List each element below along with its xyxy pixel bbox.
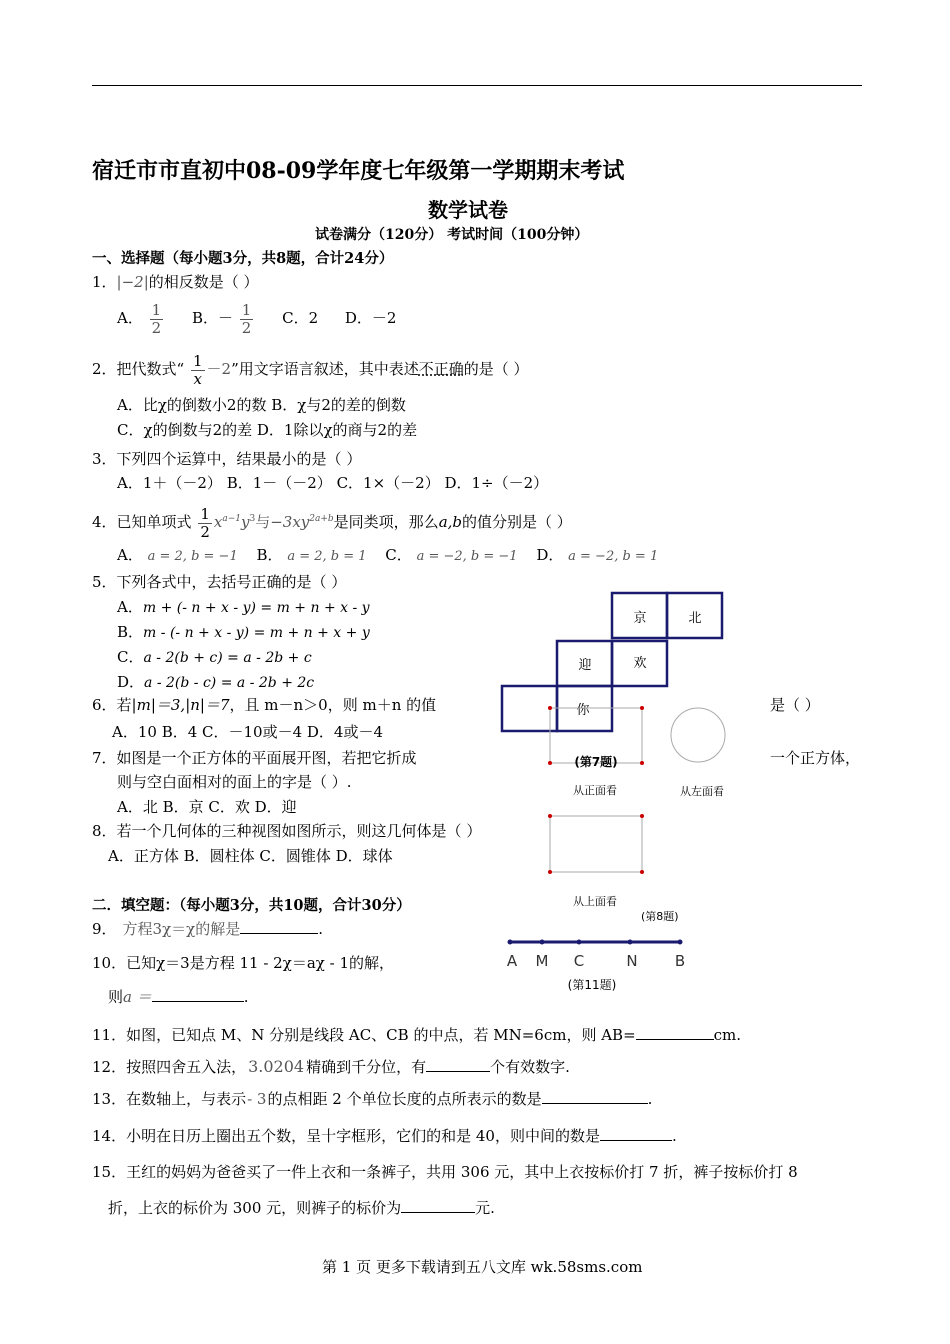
net-label-bei: 北: [688, 611, 702, 626]
left-view-circle: [671, 708, 725, 762]
exam-info: 试卷满分（120分） 考试时间（100分钟）: [315, 227, 589, 243]
fraction-half-coef: $\frac{1}{2}$: [200, 505, 210, 541]
emphasis-not-correct: 不正确: [418, 360, 464, 378]
label-top-view: 从上面看: [573, 895, 617, 908]
question-14: 14．小明在日历上圈出五个数，呈十字框形，它们的和是 40，则中间的数是 .: [92, 1127, 677, 1145]
net-label-jing: 京: [633, 611, 647, 626]
caption-fig7: (第7题): [574, 755, 618, 769]
figures-7-8: [495, 588, 735, 918]
top-rule: [92, 85, 862, 86]
page-footer: 第 1 页 更多下载请到五八文库 wk.58sms.com: [322, 1258, 643, 1276]
question-7: 7．如图是一个正方体的平面展开图，若把它折成: [92, 749, 417, 767]
question-5-option-a: A．m + (- n + x - y) = m + n + x - y: [117, 598, 370, 616]
exam-subtitle: 数学试卷: [428, 198, 508, 222]
question-1: 1．|−2|的相反数是（ ）: [92, 273, 259, 291]
label-left-view: 从左面看: [680, 785, 724, 798]
section2-heading: 二．填空题：（每小题3分，共10题，合计30分）: [92, 897, 411, 914]
question-12: 12．按照四舍五入法， 3.0204 精确到千分位，有 个有效数字.: [92, 1057, 570, 1076]
system-a: a = 2, b = −1: [147, 549, 238, 564]
question-5: 5．下列各式中，去括号正确的是（ ）: [92, 573, 347, 591]
question-10-line2: 则a ＝ .: [108, 988, 249, 1006]
net-label-huan: 欢: [633, 656, 647, 671]
system-b: a = 2, b = 1: [287, 549, 367, 564]
net-label-ying: 迎: [578, 658, 592, 673]
point-n: N: [626, 952, 638, 970]
fraction-one-over-x: $\frac{1}{x}$: [193, 352, 203, 388]
label-front-view: 从正面看: [573, 784, 617, 797]
question-7-end: 一个正方体，: [770, 749, 861, 767]
system-d: a = −2, b = 1: [568, 549, 659, 564]
system-c: a = −2, b = −1: [416, 549, 518, 564]
question-4-options: A． a = 2, b = −1 B． a = 2, b = 1 C． a = −2, b = −1 D． a = −2, b = 1: [117, 546, 659, 564]
top-view-rect: [550, 816, 642, 872]
question-6: 6．若|m|＝3,|n|＝7，且 m－n＞0，则 m＋n 的值: [92, 696, 437, 714]
question-6-end: 是（ ）: [770, 696, 820, 714]
question-5-option-d: D．a - 2(b - c) = a - 2b + 2c: [117, 673, 315, 691]
point-m: M: [535, 952, 549, 970]
question-2-options-line1: A．比χ的倒数小2的数 B．χ与2的差的倒数: [117, 396, 406, 414]
question-1-options: A． $\frac{1}{2}$ B．－ $\frac{1}{2}$ C．2 D．－2: [117, 301, 397, 337]
point-c: C: [573, 952, 585, 970]
question-2: 2．把代数式“ $\frac{1}{x}$ －2”用文字语言叙述，其中表述不正确的是（ ）: [92, 352, 529, 388]
figure-11: [500, 932, 700, 998]
question-7-line2: 则与空白面相对的面上的字是（ ）.: [117, 773, 352, 791]
question-13: 13．在数轴上，与表示- 3的点相距 2 个单位长度的点所表示的数是 .: [92, 1090, 653, 1108]
question-4: 4．已知单项式 $\frac{1}{2}$ $x^{a-1}y^3$与$-3xy^{2a+b}$是同类项，那么a,b的值分别是（ ）: [92, 505, 572, 541]
net-label-ni: 你: [576, 703, 590, 718]
point-a: A: [506, 952, 518, 970]
fraction-half: $\frac{1}{2}$: [151, 301, 162, 337]
question-9: 9． 方程3χ＝χ的解是 .: [92, 920, 324, 938]
question-10: 10．已知χ＝3是方程 11 - 2χ＝aχ - 1的解，: [92, 954, 394, 972]
question-3: 3．下列四个运算中，结果最小的是（ ）: [92, 450, 362, 468]
question-5-option-b: B．m - (- n + x - y) = m + n + x + y: [117, 623, 370, 641]
question-5-option-c: C．a - 2(b + c) = a - 2b + c: [117, 648, 312, 666]
section1-heading: 一、选择题（每小题3分，共8题，合计24分）: [92, 250, 394, 267]
question-6-options: A．10 B．4 C．－10或－4 D．4或－4: [112, 723, 384, 741]
caption-fig8: (第8题): [641, 910, 679, 923]
question-15-line1: 15．王红的妈妈为爸爸买了一件上衣和一条裤子，共用 306 元，其中上衣按标价打 7 折，裤子按标价打 8: [92, 1163, 798, 1181]
abs-expression: |−2|: [116, 273, 149, 291]
question-2-options-line2: C．χ的倒数与2的差 D．1除以χ的商与2的差: [117, 421, 418, 439]
question-8-options: A．正方体 B．圆柱体 C．圆锥体 D．球体: [108, 847, 393, 865]
question-7-options: A．北 B．京 C．欢 D．迎: [117, 798, 297, 816]
question-8: 8．若一个几何体的三种视图如图所示，则这几何体是（ ）: [92, 822, 482, 840]
question-3-options: A．1＋（－2） B．1－（－2） C．1×（－2） D．1÷（－2）: [117, 474, 549, 492]
point-b: B: [674, 952, 686, 970]
exam-title: 宿迁市市直初中08-09学年度七年级第一学期期末考试: [92, 158, 625, 184]
fraction-half-negative: $\frac{1}{2}$: [241, 301, 252, 337]
question-15-line2: 折，上衣的标价为 300 元，则裤子的标价为 元.: [108, 1199, 495, 1217]
caption-fig11: (第11题): [567, 978, 617, 992]
question-11: 11．如图，已知点 M、N 分别是线段 AC、CB 的中点，若 MN=6cm，则 AB= cm.: [92, 1026, 742, 1044]
